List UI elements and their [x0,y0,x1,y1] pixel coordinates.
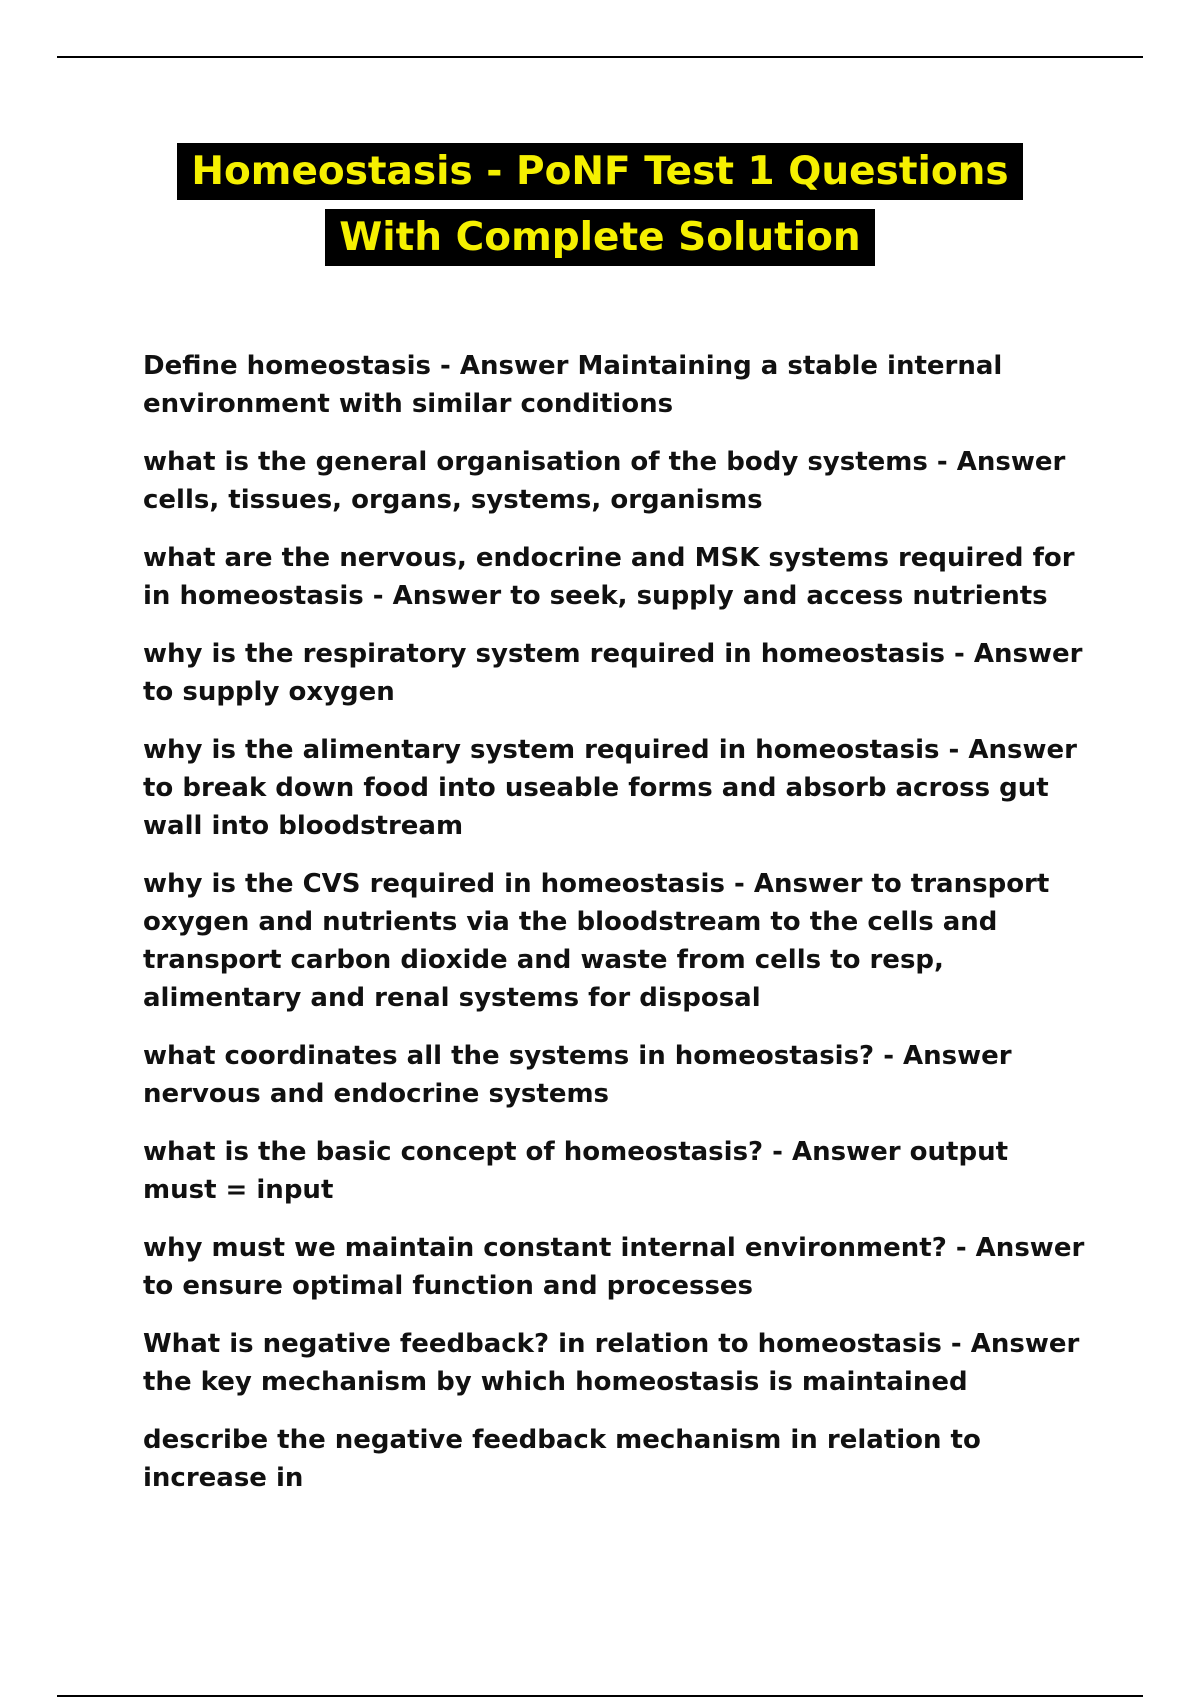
qa-item: what is the general organisation of the body systems - Answer cells, tissues, organs, systems, organisms [143,447,1066,515]
qa-item: Define homeostasis - Answer Maintaining a stable internal environment with similar conditions [143,351,1003,419]
qa-item: what coordinates all the systems in homeostasis? - Answer nervous and endocrine systems [143,1041,1012,1109]
qa-item: what is the basic concept of homeostasis? - Answer output must = input [143,1137,1009,1205]
qa-item: why must we maintain constant internal environment? - Answer to ensure optimal function and processes [143,1233,1085,1301]
qa-item: what are the nervous, endocrine and MSK systems required for in homeostasis - Answer to seek, supply and access nutrients [143,543,1075,611]
title-line-2: With Complete Solution [325,209,874,266]
top-rule [57,56,1143,58]
qa-item: describe the negative feedback mechanism in relation to increase in [143,1425,981,1493]
qa-item: why is the alimentary system required in homeostasis - Answer to break down food into useable forms and absorb across gut wall into bloodstream [143,735,1077,841]
qa-list [143,347,1088,1517]
bottom-rule [57,1695,1143,1697]
qa-item: why is the respiratory system required in homeostasis - Answer to supply oxygen [143,639,1083,707]
qa-item: What is negative feedback? in relation to homeostasis - Answer the key mechanism by which homeostasis is maintained [143,1329,1080,1397]
qa-item: why is the CVS required in homeostasis - Answer to transport oxygen and nutrients via the bloodstream to the cells and transport carbon dioxide and waste from cells to resp, alimentary and renal systems for disposal [143,869,1050,1013]
document-title [0,143,1200,266]
title-line-1: Homeostasis - PoNF Test 1 Questions [177,143,1022,200]
